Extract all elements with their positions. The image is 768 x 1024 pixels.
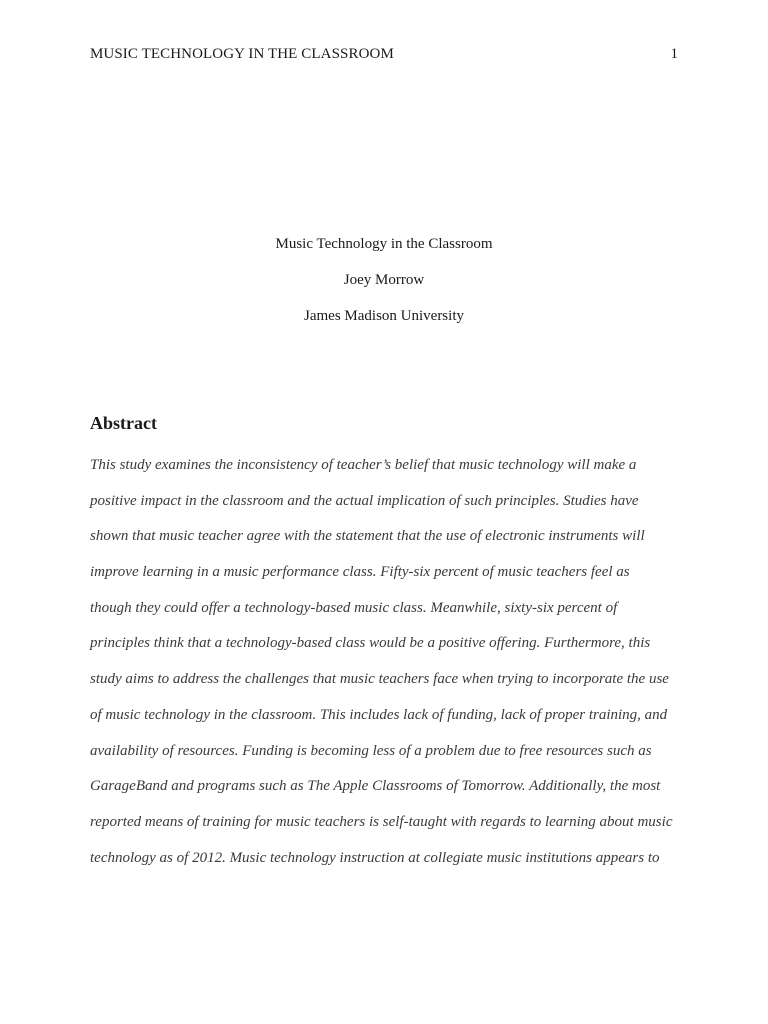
abstract-line: availability of resources. Funding is becoming less of a problem due to free resources such as [90,742,652,759]
abstract-line: technology as of 2012. Music technology instruction at collegiate music institutions appears to [90,849,660,866]
abstract-line: principles think that a technology-based class would be a positive offering. Furthermore, this [90,635,651,652]
abstract-line: positive impact in the classroom and the actual implication of such principles. Studies have [90,492,639,509]
page-number: 1 [670,46,678,62]
abstract-line: shown that music teacher agree with the statement that the use of electronic instruments will [90,528,645,545]
title-block [0,235,768,343]
author-name: Joey Morrow [343,272,425,288]
abstract-body [90,455,690,883]
institution-name: James Madison University [304,308,464,324]
abstract-line: GarageBand and programs such as The Apple Classrooms of Tomorrow. Additionally, the most [90,778,661,795]
abstract-line: of music technology in the classroom. This includes lack of funding, lack of proper training, and [90,706,668,723]
abstract-heading: Abstract [90,413,157,433]
abstract-line: This study examines the inconsistency of teacher’s belief that music technology will make a [90,457,637,473]
abstract-line: study aims to address the challenges that music teachers face when trying to incorporate the use [90,671,669,688]
paper-title: Music Technology in the Classroom [275,236,493,252]
running-head: MUSIC TECHNOLOGY IN THE CLASSROOM [90,46,394,62]
abstract-line: improve learning in a music performance class. Fifty-six percent of music teachers feel as [90,564,630,581]
abstract-line: reported means of training for music teachers is self-taught with regards to learning about music [90,813,673,830]
abstract-line: though they could offer a technology-based music class. Meanwhile, sixty-six percent of [90,599,618,616]
